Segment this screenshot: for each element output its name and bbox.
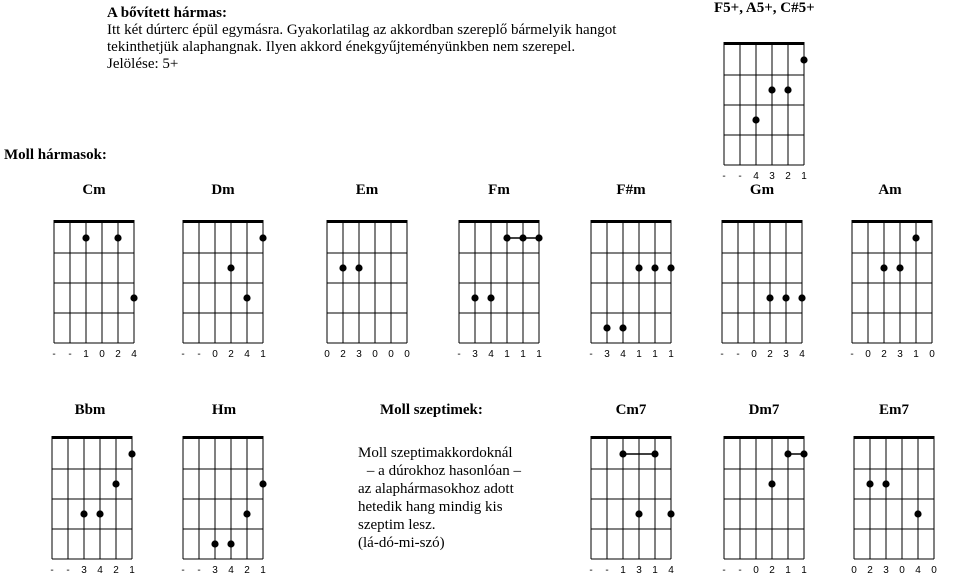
finger-label: 4 bbox=[915, 565, 921, 574]
finger-label: 1 bbox=[801, 565, 807, 574]
nut bbox=[852, 220, 932, 223]
seventh-note bbox=[358, 444, 530, 552]
augmented-description bbox=[107, 22, 675, 73]
finger-dot bbox=[882, 480, 889, 487]
finger-label: 4 bbox=[668, 565, 674, 574]
nut bbox=[52, 436, 132, 439]
finger-label: 0 bbox=[324, 349, 330, 360]
finger-label: 3 bbox=[783, 349, 789, 360]
finger-label: 2 bbox=[785, 171, 791, 182]
finger-dot bbox=[667, 264, 674, 271]
chord-diagram-am bbox=[848, 216, 936, 358]
finger-label: - bbox=[605, 565, 609, 574]
finger-label: 1 bbox=[801, 171, 807, 182]
finger-label: - bbox=[52, 349, 56, 360]
nut bbox=[183, 436, 263, 439]
finger-label: 2 bbox=[769, 565, 775, 574]
finger-label: - bbox=[589, 349, 593, 360]
nut bbox=[724, 436, 804, 439]
finger-label: 3 bbox=[81, 565, 87, 574]
chord-name-dm7: Dm7 bbox=[748, 402, 780, 418]
finger-label: - bbox=[66, 565, 70, 574]
finger-dot bbox=[619, 450, 626, 457]
nut bbox=[591, 436, 671, 439]
seventh-note-line-1: Moll szeptimakkordoknál bbox=[358, 445, 513, 461]
chord-diagram-bbm bbox=[48, 432, 136, 574]
finger-label: - bbox=[457, 349, 461, 360]
finger-dot bbox=[211, 540, 218, 547]
finger-dot bbox=[880, 264, 887, 271]
finger-dot bbox=[243, 294, 250, 301]
finger-dot bbox=[112, 480, 119, 487]
finger-dot bbox=[635, 510, 642, 517]
chord-name-fm: Fm bbox=[488, 182, 510, 198]
finger-label: 0 bbox=[851, 565, 857, 574]
chord-name-em: Em bbox=[355, 182, 379, 198]
finger-label: - bbox=[720, 349, 724, 360]
finger-dot bbox=[96, 510, 103, 517]
finger-dot bbox=[535, 234, 542, 241]
chord-diagram-fm bbox=[455, 216, 543, 358]
finger-label: 4 bbox=[244, 349, 250, 360]
finger-dot bbox=[339, 264, 346, 271]
finger-label: 0 bbox=[751, 349, 757, 360]
finger-label: 2 bbox=[340, 349, 346, 360]
finger-dot bbox=[914, 510, 921, 517]
finger-label: 3 bbox=[212, 565, 218, 574]
finger-label: - bbox=[68, 349, 72, 360]
finger-label: 0 bbox=[753, 565, 759, 574]
finger-dot bbox=[782, 294, 789, 301]
finger-label: 0 bbox=[99, 349, 105, 360]
chord-diagram-dm bbox=[179, 216, 267, 358]
finger-dot bbox=[619, 324, 626, 331]
finger-dot bbox=[80, 510, 87, 517]
finger-label: 2 bbox=[228, 349, 234, 360]
chord-diagram-gm bbox=[718, 216, 806, 358]
finger-label: 3 bbox=[604, 349, 610, 360]
finger-dot bbox=[800, 450, 807, 457]
augmented-line-3: Jelölése: 5+ bbox=[107, 56, 179, 72]
finger-label: 1 bbox=[83, 349, 89, 360]
finger-label: 4 bbox=[228, 565, 234, 574]
finger-label: - bbox=[850, 349, 854, 360]
finger-label: 1 bbox=[668, 349, 674, 360]
finger-label: 2 bbox=[113, 565, 119, 574]
finger-dot bbox=[519, 234, 526, 241]
augmented-line-2: tekinthetjük alaphangnak. Ilyen akkord énekgyűjteményünkben nem szerepel. bbox=[107, 39, 576, 55]
finger-label: 1 bbox=[636, 349, 642, 360]
finger-dot bbox=[784, 86, 791, 93]
finger-label: 0 bbox=[899, 565, 905, 574]
finger-label: 1 bbox=[504, 349, 510, 360]
finger-label: - bbox=[197, 349, 201, 360]
finger-label: 0 bbox=[404, 349, 410, 360]
finger-label: 2 bbox=[244, 565, 250, 574]
finger-label: 3 bbox=[356, 349, 362, 360]
chord-name-am: Am bbox=[878, 182, 902, 198]
finger-dot bbox=[635, 264, 642, 271]
finger-label: - bbox=[722, 565, 726, 574]
nut bbox=[854, 436, 934, 439]
chord-diagram-dm7 bbox=[720, 432, 808, 574]
finger-label: 0 bbox=[388, 349, 394, 360]
finger-label: 4 bbox=[131, 349, 137, 360]
finger-label: 3 bbox=[472, 349, 478, 360]
nut bbox=[183, 220, 263, 223]
nut bbox=[327, 220, 407, 223]
chord-name-em7: Em7 bbox=[879, 402, 909, 418]
finger-dot bbox=[752, 116, 759, 123]
finger-label: - bbox=[738, 565, 742, 574]
augmented-title: A bővített hármas: bbox=[107, 5, 227, 21]
chord-diagram-augmented bbox=[720, 38, 808, 180]
finger-label: 1 bbox=[260, 565, 266, 574]
finger-label: - bbox=[589, 565, 593, 574]
finger-label: - bbox=[181, 565, 185, 574]
finger-label: 0 bbox=[929, 349, 935, 360]
chord-diagram-fsm bbox=[587, 216, 675, 358]
chord-name-cm7: Cm7 bbox=[615, 402, 647, 418]
finger-dot bbox=[130, 294, 137, 301]
finger-label: 1 bbox=[520, 349, 526, 360]
finger-label: 3 bbox=[636, 565, 642, 574]
finger-label: 4 bbox=[97, 565, 103, 574]
chord-name-cm: Cm bbox=[82, 182, 106, 198]
finger-dot bbox=[82, 234, 89, 241]
finger-dot bbox=[128, 450, 135, 457]
finger-label: 3 bbox=[883, 565, 889, 574]
chord-diagram-em bbox=[323, 216, 411, 358]
minor-section-title: Moll hármasok: bbox=[4, 147, 107, 163]
chord-name-bbm: Bbm bbox=[74, 402, 106, 418]
chord-name-fsm: F#m bbox=[616, 182, 646, 198]
finger-label: 1 bbox=[652, 349, 658, 360]
finger-label: 2 bbox=[115, 349, 121, 360]
seventh-note-line-5: szeptim lesz. bbox=[358, 517, 436, 533]
chord-diagram-hm bbox=[179, 432, 267, 574]
finger-label: 0 bbox=[372, 349, 378, 360]
finger-label: 4 bbox=[753, 171, 759, 182]
finger-label: 3 bbox=[769, 171, 775, 182]
finger-label: - bbox=[736, 349, 740, 360]
finger-dot bbox=[667, 510, 674, 517]
finger-label: - bbox=[181, 349, 185, 360]
finger-dot bbox=[784, 450, 791, 457]
finger-dot bbox=[768, 86, 775, 93]
augmented-line-1: Itt két dúrterc épül egymásra. Gyakorlatilag az akkordban szereplő bármelyik hangot bbox=[107, 22, 617, 38]
finger-dot bbox=[259, 234, 266, 241]
finger-label: 1 bbox=[620, 565, 626, 574]
finger-dot bbox=[603, 324, 610, 331]
finger-dot bbox=[227, 264, 234, 271]
chord-diagram-cm bbox=[50, 216, 138, 358]
finger-dot bbox=[114, 234, 121, 241]
finger-label: - bbox=[738, 171, 742, 182]
chord-diagram-em7 bbox=[850, 432, 938, 574]
finger-label: - bbox=[50, 565, 54, 574]
finger-label: 0 bbox=[865, 349, 871, 360]
finger-label: 1 bbox=[913, 349, 919, 360]
finger-dot bbox=[503, 234, 510, 241]
finger-dot bbox=[766, 294, 773, 301]
chord-name-gm: Gm bbox=[749, 182, 775, 198]
finger-dot bbox=[355, 264, 362, 271]
nut bbox=[459, 220, 539, 223]
finger-label: 2 bbox=[767, 349, 773, 360]
finger-label: - bbox=[197, 565, 201, 574]
finger-label: 2 bbox=[867, 565, 873, 574]
finger-label: 4 bbox=[488, 349, 494, 360]
finger-label: 1 bbox=[536, 349, 542, 360]
finger-label: 1 bbox=[129, 565, 135, 574]
seventh-section-title: Moll szeptimek: bbox=[380, 402, 483, 418]
finger-dot bbox=[259, 480, 266, 487]
finger-label: 2 bbox=[881, 349, 887, 360]
finger-label: 1 bbox=[785, 565, 791, 574]
finger-dot bbox=[227, 540, 234, 547]
nut bbox=[722, 220, 802, 223]
augmented-chord-label: F5+, A5+, C#5+ bbox=[714, 0, 815, 16]
finger-dot bbox=[798, 294, 805, 301]
chord-name-hm: Hm bbox=[211, 402, 237, 418]
finger-dot bbox=[651, 264, 658, 271]
chord-diagram-cm7 bbox=[587, 432, 675, 574]
finger-dot bbox=[651, 450, 658, 457]
finger-dot bbox=[487, 294, 494, 301]
finger-dot bbox=[243, 510, 250, 517]
finger-label: 0 bbox=[212, 349, 218, 360]
nut bbox=[591, 220, 671, 223]
finger-label: - bbox=[722, 171, 726, 182]
finger-dot bbox=[912, 234, 919, 241]
seventh-note-line-2: – a dúrokhoz hasonlóan – bbox=[366, 463, 522, 479]
finger-dot bbox=[800, 56, 807, 63]
finger-label: 3 bbox=[897, 349, 903, 360]
seventh-note-line-6: (lá-dó-mi-szó) bbox=[358, 535, 445, 551]
finger-label: 1 bbox=[260, 349, 266, 360]
chord-name-dm: Dm bbox=[211, 182, 235, 198]
finger-dot bbox=[768, 480, 775, 487]
finger-dot bbox=[866, 480, 873, 487]
seventh-note-line-3: az alaphármasokhoz adott bbox=[358, 481, 514, 497]
finger-label: 4 bbox=[799, 349, 805, 360]
finger-label: 0 bbox=[931, 565, 937, 574]
nut bbox=[724, 42, 804, 45]
nut bbox=[54, 220, 134, 223]
finger-dot bbox=[471, 294, 478, 301]
seventh-note-line-4: hetedik hang mindig kis bbox=[358, 499, 503, 515]
finger-label: 1 bbox=[652, 565, 658, 574]
finger-dot bbox=[896, 264, 903, 271]
finger-label: 4 bbox=[620, 349, 626, 360]
